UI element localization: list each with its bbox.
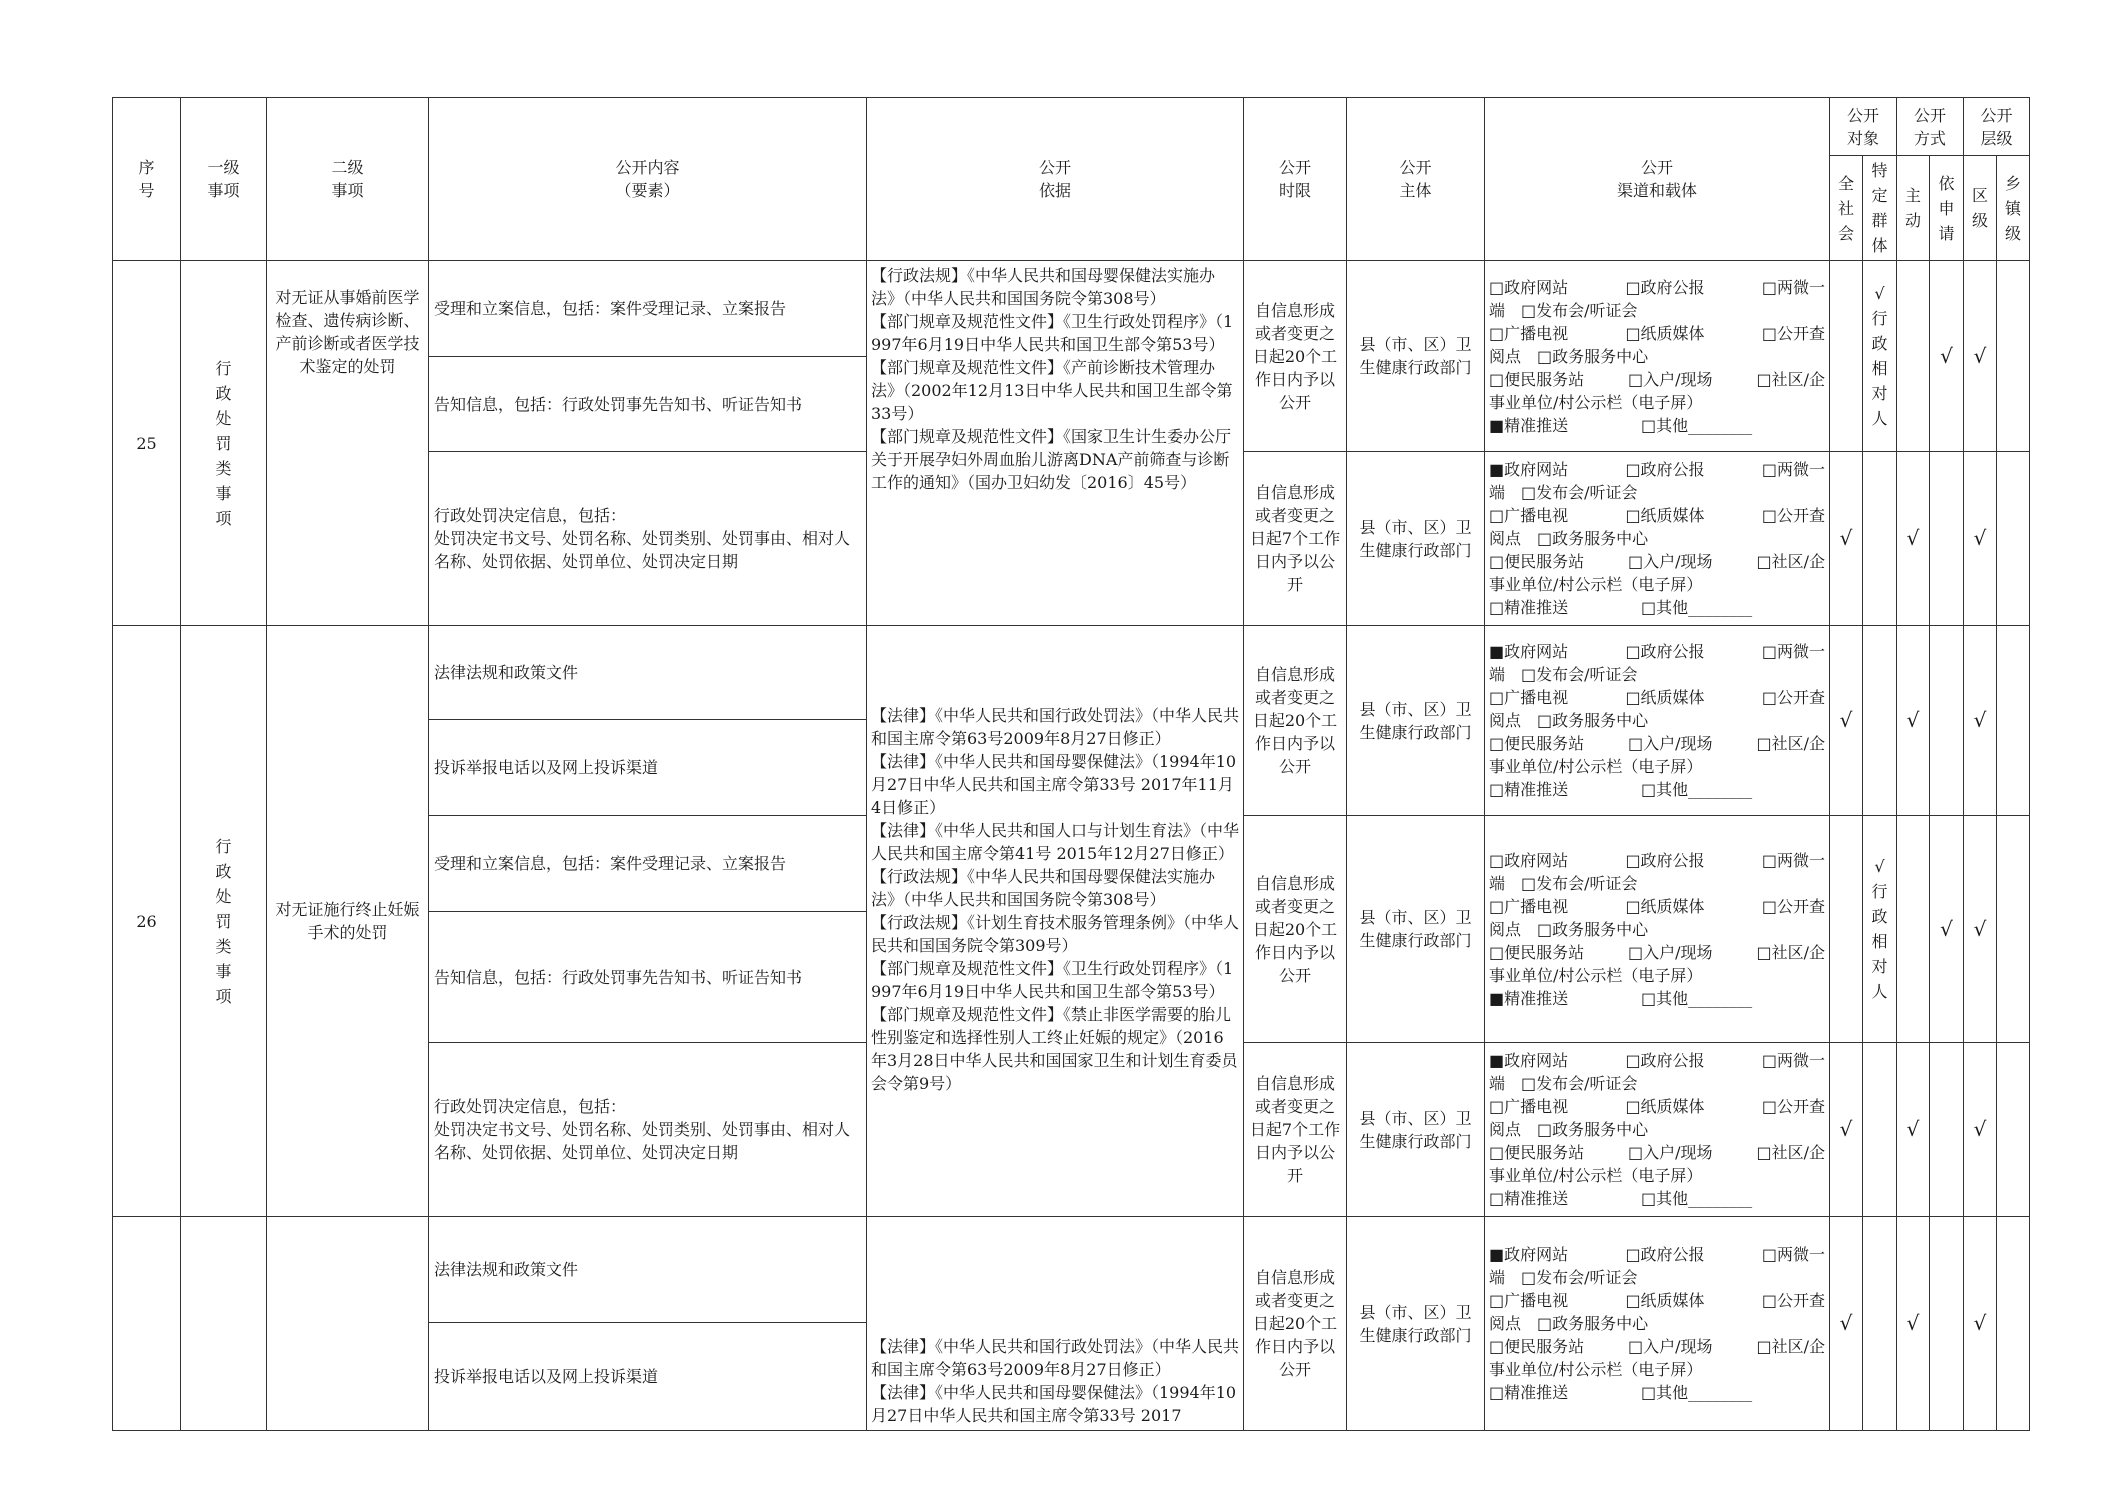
method-apply-cell xyxy=(1930,1217,1964,1431)
header-channel: 公开 渠道和载体 xyxy=(1485,98,1830,261)
content-cell: 受理和立案信息，包括：案件受理记录、立案报告 xyxy=(429,816,867,912)
level-district-cell: √ xyxy=(1964,1217,1997,1431)
method-apply-cell: √ xyxy=(1930,261,1964,452)
content-cell: 告知信息，包括：行政处罚事先告知书、听证告知书 xyxy=(429,912,867,1043)
channel-cell: □政府网站 □政府公报 □两微一 端 □发布会/听证会 □广播电视 □纸质媒体 □公开查 阅点 □政务服务中心 □便民服务站 □入户/现场 □社区/企 事业单位/村公示栏（电子屏） ■精准推送 □其他________ xyxy=(1485,261,1830,452)
method-active-cell: √ xyxy=(1897,452,1930,626)
subject-cell: 县（市、区）卫生健康行政部门 xyxy=(1347,1217,1485,1431)
level1-cell: 行 政 处 罚 类 事 项 xyxy=(181,626,267,1217)
object-specific-cell xyxy=(1863,1043,1897,1217)
level-township-cell xyxy=(1997,261,2030,452)
level2-cell: 对无证从事婚前医学检查、遗传病诊断、产前诊断或者医学技术鉴定的处罚 xyxy=(267,261,429,626)
header-subject: 公开 主体 xyxy=(1347,98,1485,261)
content-cell: 受理和立案信息，包括：案件受理记录、立案报告 xyxy=(429,261,867,357)
method-apply-cell xyxy=(1930,452,1964,626)
level2-cell xyxy=(267,1217,429,1431)
time-limit-cell: 自信息形成或者变更之日起20个工作日内予以公开 xyxy=(1244,1217,1347,1431)
level-township-cell xyxy=(1997,1043,2030,1217)
method-active-cell: √ xyxy=(1897,626,1930,816)
method-apply-cell: √ xyxy=(1930,816,1964,1043)
subject-cell: 县（市、区）卫生健康行政部门 xyxy=(1347,816,1485,1043)
disclosure-table-page xyxy=(112,97,2029,1425)
header-object: 公开 对象 xyxy=(1830,98,1897,156)
level1-cell xyxy=(181,1217,267,1431)
table-row xyxy=(113,626,2030,720)
object-all-cell xyxy=(1830,261,1863,452)
content-cell: 法律法规和政策文件 xyxy=(429,626,867,720)
header-row xyxy=(113,98,2030,156)
object-all-cell: √ xyxy=(1830,626,1863,816)
method-active-cell xyxy=(1897,261,1930,452)
object-specific-cell xyxy=(1863,1217,1897,1431)
level-district-cell: √ xyxy=(1964,816,1997,1043)
header-content: 公开内容 （要素） xyxy=(429,98,867,261)
level2-cell: 对无证施行终止妊娠手术的处罚 xyxy=(267,626,429,1217)
header-method: 公开 方式 xyxy=(1897,98,1964,156)
content-cell: 法律法规和政策文件 xyxy=(429,1217,867,1323)
subject-cell: 县（市、区）卫生健康行政部门 xyxy=(1347,261,1485,452)
basis-cell: 【法律】《中华人民共和国行政处罚法》（中华人民共和国主席令第63号2009年8月27日修正） 【法律】《中华人民共和国母婴保健法》（1994年10月27日中华人民共和国主席令第33号 2017年11月4日修正） 【法律】《中华人民共和国人口与计划生育法》（中华人民共和国主席令第41号 2015年12月27日修正） 【行政法规】《中华人民共和国母婴保健法实施办法》（中华人民共和国国务院令第308号） 【行政法规】《计划生育技术服务管理条例》（中华人民共和国国务院令第309号） 【部门规章及规范性文件】《卫生行政处罚程序》（1997年6月19日中华人民共和国卫生部令第53号） 【部门规章及规范性文件】《禁止非医学需要的胎儿性别鉴定和选择性别人工终止妊娠的规定》（2016年3月28日中华人民共和国国家卫生和计划生育委员会令第9号） xyxy=(867,626,1244,1217)
object-all-cell xyxy=(1830,816,1863,1043)
content-cell: 行政处罚决定信息，包括： 处罚决定书文号、处罚名称、处罚类别、处罚事由、相对人名称、处罚依据、处罚单位、处罚决定日期 xyxy=(429,1043,867,1217)
method-apply-cell xyxy=(1930,626,1964,816)
basis-cell: 【法律】《中华人民共和国行政处罚法》（中华人民共和国主席令第63号2009年8月27日修正） 【法律】《中华人民共和国母婴保健法》（1994年10月27日中华人民共和国主席令第33号 2017 xyxy=(867,1217,1244,1431)
level1-cell: 行 政 处 罚 类 事 项 xyxy=(181,261,267,626)
table-row xyxy=(113,1217,2030,1323)
header-seq: 序 号 xyxy=(113,98,181,261)
header-method-apply: 依 申 请 xyxy=(1930,156,1964,261)
time-limit-cell: 自信息形成或者变更之日起20个工作日内予以公开 xyxy=(1244,261,1347,452)
subject-cell: 县（市、区）卫生健康行政部门 xyxy=(1347,626,1485,816)
disclosure-table xyxy=(112,97,2030,1431)
header-level-township: 乡 镇 级 xyxy=(1997,156,2030,261)
content-cell: 告知信息，包括：行政处罚事先告知书、听证告知书 xyxy=(429,357,867,452)
object-all-cell: √ xyxy=(1830,1043,1863,1217)
method-active-cell xyxy=(1897,816,1930,1043)
seq-cell xyxy=(113,1217,181,1431)
time-limit-cell: 自信息形成或者变更之日起7个工作日内予以公开 xyxy=(1244,452,1347,626)
channel-cell: ■政府网站 □政府公报 □两微一 端 □发布会/听证会 □广播电视 □纸质媒体 □公开查 阅点 □政务服务中心 □便民服务站 □入户/现场 □社区/企 事业单位/村公示栏（电子屏） □精准推送 □其他________ xyxy=(1485,626,1830,816)
level-township-cell xyxy=(1997,452,2030,626)
channel-cell: ■政府网站 □政府公报 □两微一 端 □发布会/听证会 □广播电视 □纸质媒体 □公开查 阅点 □政务服务中心 □便民服务站 □入户/现场 □社区/企 事业单位/村公示栏（电子屏） □精准推送 □其他________ xyxy=(1485,1217,1830,1431)
level-township-cell xyxy=(1997,1217,2030,1431)
method-active-cell: √ xyxy=(1897,1217,1930,1431)
basis-cell: 【行政法规】《中华人民共和国母婴保健法实施办法》（中华人民共和国国务院令第308号） 【部门规章及规范性文件】《卫生行政处罚程序》（1997年6月19日中华人民共和国卫生部令第53号） 【部门规章及规范性文件】《产前诊断技术管理办法》（2002年12月13日中华人民共和国卫生部令第33号） 【部门规章及规范性文件】《国家卫生计生委办公厅关于开展孕妇外周血胎儿游离DNA产前筛查与诊断工作的通知》（国办卫妇幼发〔2016〕45号） xyxy=(867,261,1244,626)
object-all-cell: √ xyxy=(1830,452,1863,626)
content-cell: 投诉举报电话以及网上投诉渠道 xyxy=(429,720,867,816)
header-time-limit: 公开 时限 xyxy=(1244,98,1347,261)
content-cell: 行政处罚决定信息，包括： 处罚决定书文号、处罚名称、处罚类别、处罚事由、相对人名称、处罚依据、处罚单位、处罚决定日期 xyxy=(429,452,867,626)
subject-cell: 县（市、区）卫生健康行政部门 xyxy=(1347,1043,1485,1217)
seq-cell: 26 xyxy=(113,626,181,1217)
header-level2: 二级 事项 xyxy=(267,98,429,261)
header-basis: 公开 依据 xyxy=(867,98,1244,261)
level-district-cell: √ xyxy=(1964,626,1997,816)
channel-cell: ■政府网站 □政府公报 □两微一 端 □发布会/听证会 □广播电视 □纸质媒体 □公开查 阅点 □政务服务中心 □便民服务站 □入户/现场 □社区/企 事业单位/村公示栏（电子屏） □精准推送 □其他________ xyxy=(1485,1043,1830,1217)
channel-cell: ■政府网站 □政府公报 □两微一 端 □发布会/听证会 □广播电视 □纸质媒体 □公开查 阅点 □政务服务中心 □便民服务站 □入户/现场 □社区/企 事业单位/村公示栏（电子屏） □精准推送 □其他________ xyxy=(1485,452,1830,626)
level-township-cell xyxy=(1997,816,2030,1043)
content-cell: 投诉举报电话以及网上投诉渠道 xyxy=(429,1322,867,1430)
header-level-district: 区 级 xyxy=(1964,156,1997,261)
header-method-active: 主 动 xyxy=(1897,156,1930,261)
object-all-cell: √ xyxy=(1830,1217,1863,1431)
header-level1: 一级 事项 xyxy=(181,98,267,261)
level-district-cell: √ xyxy=(1964,261,1997,452)
table-row xyxy=(113,261,2030,357)
header-object-all: 全 社 会 xyxy=(1830,156,1863,261)
level-township-cell xyxy=(1997,626,2030,816)
header-level: 公开 层级 xyxy=(1964,98,2030,156)
time-limit-cell: 自信息形成或者变更之日起20个工作日内予以公开 xyxy=(1244,816,1347,1043)
method-active-cell: √ xyxy=(1897,1043,1930,1217)
method-apply-cell xyxy=(1930,1043,1964,1217)
object-specific-cell xyxy=(1863,452,1897,626)
level-district-cell: √ xyxy=(1964,452,1997,626)
object-specific-cell xyxy=(1863,626,1897,816)
channel-cell: □政府网站 □政府公报 □两微一 端 □发布会/听证会 □广播电视 □纸质媒体 □公开查 阅点 □政务服务中心 □便民服务站 □入户/现场 □社区/企 事业单位/村公示栏（电子屏） ■精准推送 □其他________ xyxy=(1485,816,1830,1043)
time-limit-cell: 自信息形成或者变更之日起7个工作日内予以公开 xyxy=(1244,1043,1347,1217)
header-object-specific: 特 定 群 体 xyxy=(1863,156,1897,261)
subject-cell: 县（市、区）卫生健康行政部门 xyxy=(1347,452,1485,626)
level-district-cell: √ xyxy=(1964,1043,1997,1217)
object-specific-cell: √ 行 政 相 对 人 xyxy=(1863,261,1897,452)
seq-cell: 25 xyxy=(113,261,181,626)
object-specific-cell: √ 行 政 相 对 人 xyxy=(1863,816,1897,1043)
time-limit-cell: 自信息形成或者变更之日起20个工作日内予以公开 xyxy=(1244,626,1347,816)
